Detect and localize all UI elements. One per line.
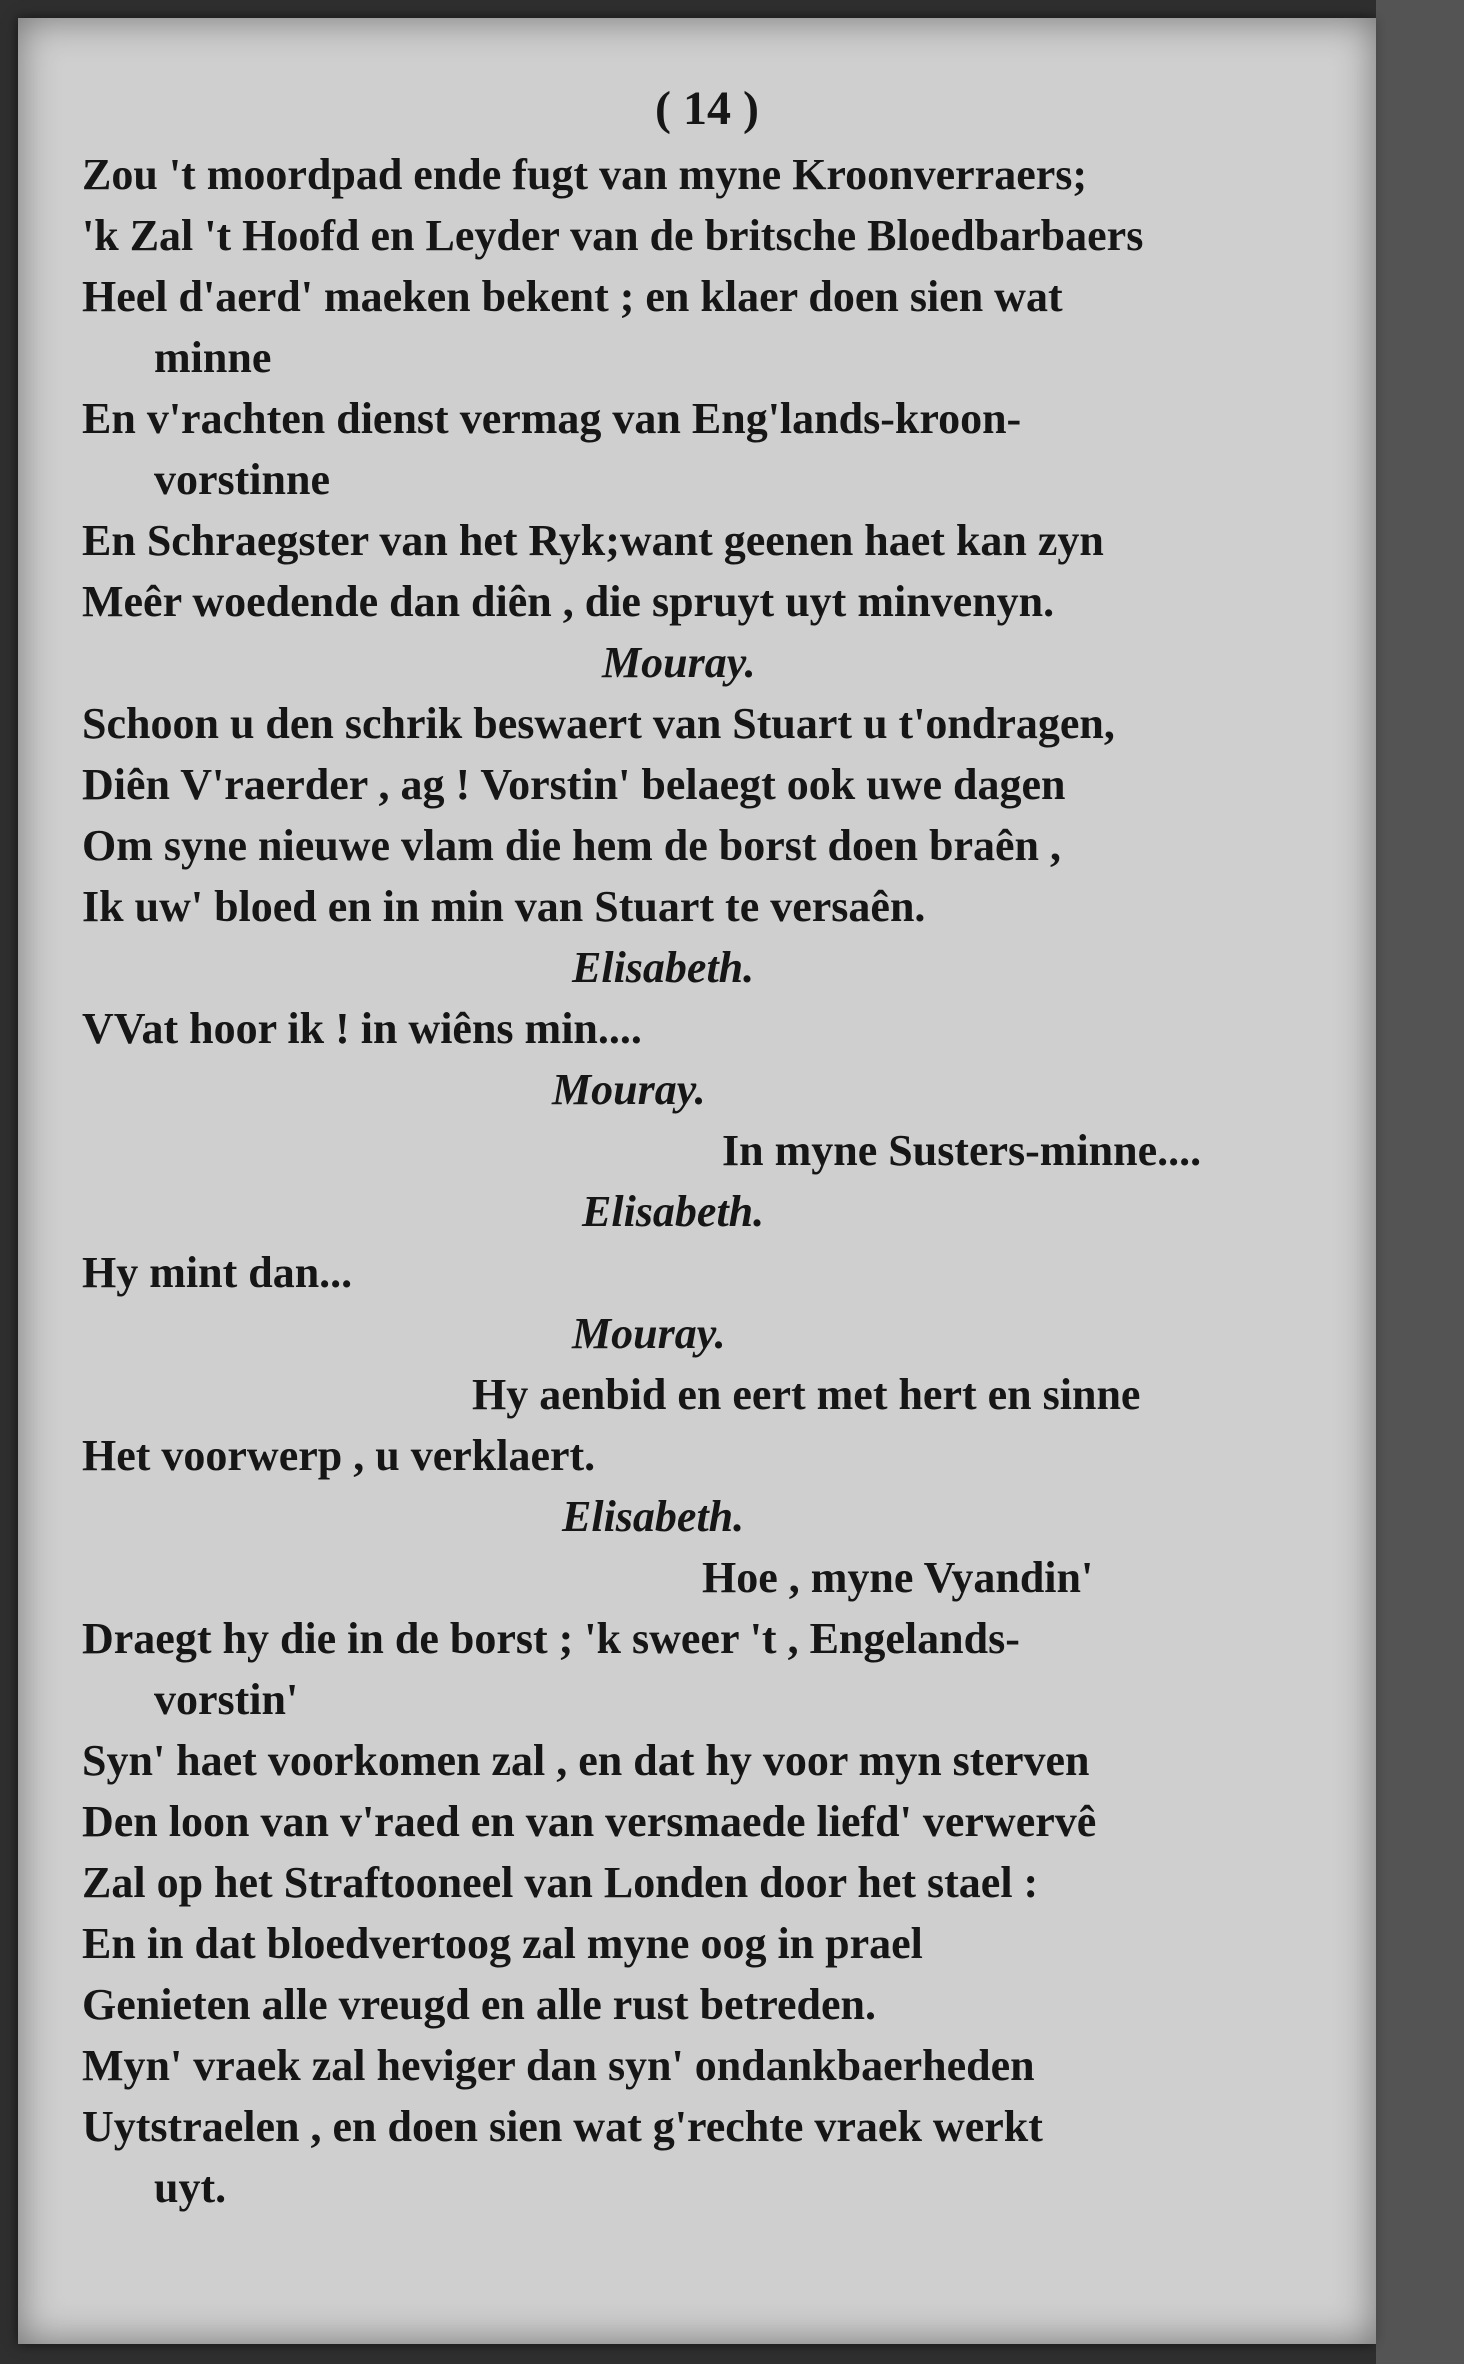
verse-line: Schoon u den schrik beswaert van Stuart u t'ondragen,	[82, 699, 1115, 748]
verse-line: Draegt hy die in de borst ; 'k sweer 't , Engelands-	[82, 1614, 1020, 1663]
verse-line: Hy mint dan...	[82, 1248, 353, 1297]
book-page	[18, 18, 1376, 2344]
speaker-elisabeth: Elisabeth.	[572, 943, 755, 992]
verse-line: Ik uw' bloed en in min van Stuart te versaên.	[82, 882, 926, 931]
verse-line: Hoe , myne Vyandin'	[702, 1553, 1094, 1602]
verse-line: Het voorwerp , u verklaert.	[82, 1431, 596, 1480]
verse-line: Zou 't moordpad ende fugt van myne Kroonverraers;	[82, 150, 1088, 199]
verse-line: 'k Zal 't Hoofd en Leyder van de britsche Bloedbarbaers	[82, 211, 1144, 260]
verse-line: Den loon van v'raed en van versmaede liefd' verwervê	[82, 1797, 1097, 1846]
verse-line: En Schraegster van het Ryk;want geenen haet kan zyn	[82, 516, 1104, 565]
verse-line-continuation: vorstin'	[154, 1675, 299, 1724]
verse-line: VVat hoor ik ! in wiêns min....	[82, 1004, 642, 1053]
verse-line-continuation: minne	[154, 333, 272, 382]
verse-line: Meêr woedende dan diên , die spruyt uyt minvenyn.	[82, 577, 1055, 626]
verse-line: Syn' haet voorkomen zal , en dat hy voor myn sterven	[82, 1736, 1090, 1785]
speaker-mouray: Mouray.	[552, 1065, 706, 1114]
verse-line: Uytstraelen , en doen sien wat g'rechte vraek werkt	[82, 2102, 1043, 2151]
verse-line-continuation: uyt.	[154, 2163, 227, 2212]
page-text	[82, 74, 1332, 2218]
verse-line: Hy aenbid en eert met hert en sinne	[472, 1370, 1141, 1419]
verse-line: Zal op het Straftooneel van Londen door het stael :	[82, 1858, 1039, 1907]
verse-line: In myne Susters-minne....	[722, 1126, 1202, 1175]
verse-line: En in dat bloedvertoog zal myne oog in prael	[82, 1919, 923, 1968]
verse-line: Om syne nieuwe vlam die hem de borst doen braên ,	[82, 821, 1061, 870]
page-number: ( 14 )	[655, 82, 759, 135]
speaker-elisabeth: Elisabeth.	[562, 1492, 745, 1541]
verse-line: Genieten alle vreugd en alle rust betreden.	[82, 1980, 876, 2029]
verse-line-continuation: vorstinne	[154, 455, 330, 504]
verse-line: En v'rachten dienst vermag van Eng'lands-kroon-	[82, 394, 1022, 443]
verse-line: Heel d'aerd' maeken bekent ; en klaer doen sien wat	[82, 272, 1063, 321]
speaker-mouray: Mouray.	[572, 1309, 726, 1358]
speaker-elisabeth: Elisabeth.	[582, 1187, 765, 1236]
speaker-mouray: Mouray.	[602, 638, 756, 687]
adjacent-page-edge	[1376, 0, 1464, 2364]
verse-line: Myn' vraek zal heviger dan syn' ondankbaerheden	[82, 2041, 1035, 2090]
verse-line: Diên V'raerder , ag ! Vorstin' belaegt ook uwe dagen	[82, 760, 1066, 809]
